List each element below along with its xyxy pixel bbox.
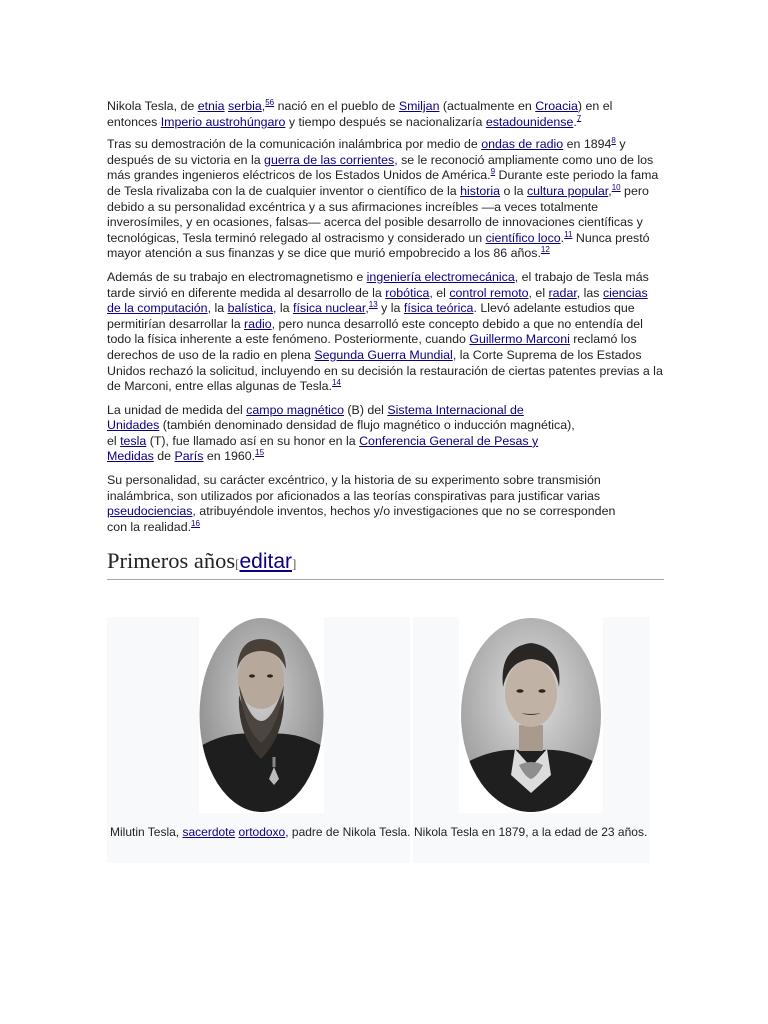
- edit-bracket-close: ]: [292, 556, 297, 572]
- link-guillermo-marconi[interactable]: Guillermo Marconi: [469, 332, 570, 347]
- caption-nikola: Nikola Tesla en 1879, a la edad de 23 años.: [414, 825, 648, 839]
- link-estadounidense[interactable]: estadounidense: [485, 114, 574, 129]
- ref-14[interactable]: 14: [332, 377, 341, 387]
- ref-7[interactable]: 7: [576, 113, 582, 123]
- link-robotica[interactable]: robótica: [385, 285, 430, 300]
- link-pseudociencias[interactable]: pseudociencias: [107, 504, 193, 519]
- portrait-milutin-image: [199, 617, 324, 813]
- link-radio[interactable]: radio: [244, 316, 272, 331]
- paragraph-fame: Tras su demostración de la comunicación inalámbrica por medio de ondas de radio en 1894$^8$ y después de su victoria en la guerra de las corrientes, se le reconoció ampliamente como uno de los más grandes ingenieros eléctricos de los Estados Unidos de América.$^9$ Durante este periodo la fama de Tesla rivalizaba con la de cualquier inventor o científico de la historia o la cultura popular,$^{10}$ pero debido a su personalidad excéntrica y a sus afirmaciones increíbles —a veces totalmente inverosímiles, y en ocasiones, falsas— acerca del posible desarrollo de innovaciones científicas y tecnológicas, Tesla terminó relegado al ostracismo y considerado un científico loco.$^{11}$ Nunca prestó mayor atención a sus finanzas y se dice que murió empobrecido a los 86 años.$^{12}$: [107, 136, 659, 261]
- link-ondas-de-radio[interactable]: ondas de radio: [481, 137, 564, 152]
- ref-13[interactable]: 13: [368, 300, 378, 309]
- section-title: Primeros años: [107, 548, 236, 574]
- ref-12[interactable]: 12: [540, 245, 550, 255]
- portrait-nikola-image: [459, 617, 603, 813]
- link-fisica-nuclear[interactable]: física nuclear: [293, 301, 366, 316]
- link-segunda-guerra-mundial[interactable]: Segunda Guerra Mundial: [314, 347, 453, 362]
- link-guerra-de-las-corrientes[interactable]: guerra de las corrientes: [264, 152, 395, 167]
- gallery-box-nikola: [413, 617, 650, 863]
- gallery-box-milutin: [107, 617, 410, 863]
- link-tesla-unit[interactable]: tesla: [120, 433, 147, 448]
- ref-8[interactable]: 8: [611, 136, 616, 146]
- article-body: [107, 99, 664, 580]
- edit-bracket-open: [: [235, 556, 240, 572]
- ref-16[interactable]: 16: [191, 518, 200, 528]
- link-conferencia-general[interactable]: Conferencia General de Pesas y Medidas: [107, 433, 539, 464]
- link-ciencias-de-la-computacion[interactable]: ciencias de la computación: [107, 285, 648, 316]
- section-heading: [107, 547, 664, 580]
- link-cultura-popular[interactable]: cultura popular: [526, 183, 609, 198]
- link-fisica-teorica[interactable]: física teórica: [403, 301, 474, 316]
- link-sistema-internacional[interactable]: Sistema Internacional de Unidades: [107, 402, 524, 433]
- paragraph-tesla-unit: La unidad de medida del campo magnético (B) del Sistema Internacional de Unidades (también denominado densidad de flujo magnético o inducción magnética), el tesla (T), fue llamado así en su honor en la Conferencia General de Pesas y Medidas de París en 1960.15: [107, 402, 575, 464]
- link-balistica[interactable]: balística: [227, 301, 274, 316]
- thumbnail-milutin[interactable]: [199, 617, 324, 813]
- link-smiljan[interactable]: Smiljan: [398, 99, 440, 113]
- caption-milutin: Milutin Tesla, sacerdote ortodoxo, padre de Nikola Tesla.: [110, 825, 411, 839]
- link-serbia[interactable]: serbia: [228, 99, 262, 113]
- link-imperio-austrohungaro[interactable]: Imperio austrohúngaro: [160, 114, 286, 129]
- link-historia[interactable]: historia: [460, 183, 501, 198]
- ref-15[interactable]: 15: [255, 448, 265, 458]
- link-etnia[interactable]: etnia: [197, 99, 225, 113]
- ref-9[interactable]: 9: [490, 167, 496, 177]
- link-control-remoto[interactable]: control remoto: [449, 285, 529, 300]
- ref-56[interactable]: 56: [265, 97, 275, 107]
- thumbnail-nikola[interactable]: [459, 617, 603, 813]
- link-sacerdote[interactable]: sacerdote: [182, 825, 236, 839]
- link-ortodoxo[interactable]: ortodoxo: [238, 825, 286, 839]
- paragraph-origin: Nikola Tesla, de etnia serbia,$^{56}$ nació en el pueblo de Smiljan (actualmente en Croacia) en el entonces Imperio austrohúngaro y tiempo después se nacionalizaría estadounidense.$^7$: [107, 97, 613, 129]
- link-radar[interactable]: radar: [548, 285, 577, 300]
- paragraph-personality: Su personalidad, su carácter excéntrico, y la historia de su experimento sobre transmisión inalámbrica, son utilizados por aficionados a las teorías conspirativas para justificar varias pseudociencias, atribuyéndole inventos, hechos y/o investigaciones que no se corresponden con la realidad.$^{16}$: [107, 473, 616, 534]
- link-croacia[interactable]: Croacia: [535, 99, 578, 113]
- ref-11[interactable]: 11: [564, 229, 573, 239]
- link-campo-magnetico[interactable]: campo magnético: [246, 402, 344, 417]
- edit-link[interactable]: editar: [239, 550, 292, 574]
- link-ingenieria-electromecanica[interactable]: ingeniería electromecánica: [366, 269, 515, 284]
- link-cientifico-loco[interactable]: científico loco: [485, 230, 561, 245]
- ref-10[interactable]: 10: [611, 182, 621, 192]
- paragraph-work: Además de su trabajo en electromagnetismo e ingeniería electromecánica, el trabajo de Tesla más tarde sirvió en diferente medida al desarrollo de la robótica, el control remoto, el radar, las ciencias de la computación, la balística, la física nuclear,$^{13}$ y la física teórica. Llevó adelante estudios que permitirían desarrollar la radio, pero nunca desarrolló este concepto debido a que no entendía del todo la física inherente a este fenómeno. Posteriormente, cuando Guillermo Marconi reclamó los derechos de uso de la radio en plena Segunda Guerra Mundial, la Corte Suprema de los Estados Unidos rechazó la solicitud, incluyendo en su decisión la restauración de ciertas patentes previas a la de Marconi, entre ellas algunas de Tesla.$^{14}$: [107, 269, 663, 394]
- image-gallery: [107, 617, 651, 863]
- link-paris[interactable]: París: [174, 449, 204, 464]
